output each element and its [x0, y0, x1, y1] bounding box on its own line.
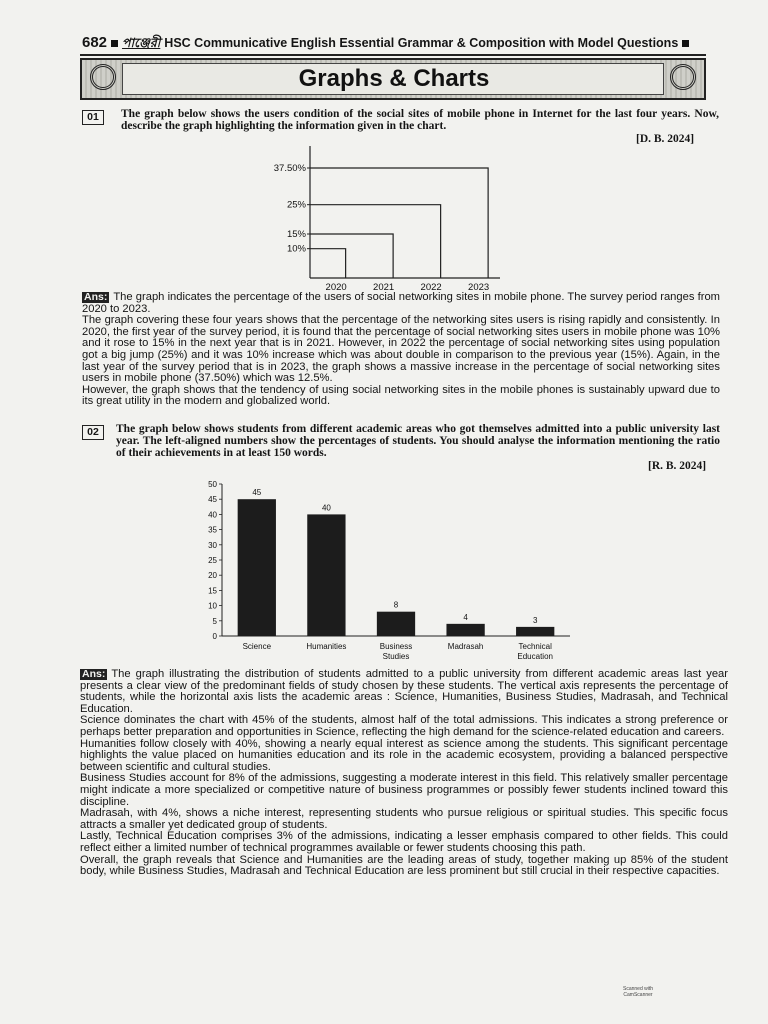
x-tick-label: 2023 — [468, 282, 490, 292]
question-2-source: [R. B. 2024] — [648, 460, 707, 472]
y-tick-label: 25 — [208, 556, 217, 565]
bar-technical-education — [516, 627, 554, 636]
x-tick-label: Technical — [518, 642, 552, 651]
y-tick-label: 20 — [208, 571, 217, 581]
y-tick-label: 25% — [286, 199, 306, 211]
square-bullet-icon — [682, 40, 689, 47]
banner-panel — [122, 63, 664, 95]
x-tick-label: Science — [242, 642, 272, 651]
scanner-watermark: Scanned with CamScanner — [622, 986, 654, 998]
y-tick-label: 37.50% — [273, 163, 306, 174]
y-tick-label: 0 — [212, 632, 217, 641]
step-bar-2021 — [310, 234, 393, 278]
bar-business-studies — [377, 612, 415, 636]
section-title: Graphs & Charts — [298, 65, 490, 92]
y-tick-label: 5 — [212, 616, 217, 626]
x-tick-label: 2020 — [325, 282, 347, 292]
answer-2-paragraph-1: Ans: The graph illustrating the distribution of students admitted to a public university from different academic areas last year presents a clear view of the predominant fields of study chosen by these students. The vertical axis represents the percentage of students, while the horizontal axis lists the academic areas : Science, Humanities, Business Studies, Madrasah, and Technical Education. — [80, 668, 728, 715]
answer-1-paragraph-1: Ans: The graph indicates the percentage of the users of social networking sites in mobile phone. The survey period ranges from 2020 to 2023. — [82, 291, 720, 315]
data-label: 8 — [393, 600, 399, 610]
chart-admissions — [190, 476, 590, 666]
bar-madrasah — [446, 624, 484, 636]
question-2-prompt: The graph below shows students from different academic areas who got themselves admitted into a public university last year. The left-aligned numbers show the percentages of students. You should analyse the information mentioning the ratio of their achievements in at least 150 words. — [116, 423, 720, 459]
y-tick-label: 15 — [208, 586, 217, 596]
ornament-right-icon — [670, 64, 696, 90]
header-rule — [80, 54, 706, 56]
x-tick-label: Studies — [382, 652, 410, 661]
step-bar-2020 — [310, 249, 346, 278]
question-number-2: 02 — [82, 425, 104, 440]
answer-2-paragraph-3: Humanities follow closely with 40%, showing a nearly equal interest as science among the students. This significant percentage highlights the value placed on humanities education and its role in the academic ecosystem, providing a balanced perspective between scientific and cultural studies. — [80, 737, 728, 773]
ornament-left-icon — [90, 64, 116, 90]
answer-1-paragraph-3: However, the graph shows that the tendency of using social networking sites in the mobile phones is sustainably upward due to its great utility in the modern and globalized world. — [82, 383, 720, 408]
x-tick-label: 2021 — [373, 282, 395, 292]
data-label: 4 — [463, 612, 468, 622]
data-label: 3 — [532, 615, 538, 625]
x-tick-label: Humanities — [306, 642, 347, 651]
x-tick-label: 2022 — [420, 282, 442, 292]
bar-science — [238, 499, 276, 636]
y-tick-label: 35 — [208, 525, 217, 535]
data-label: 45 — [252, 488, 262, 498]
y-tick-label: 10 — [208, 601, 217, 611]
answer-tag: Ans: — [84, 291, 108, 303]
y-tick-label: 10% — [286, 243, 306, 255]
step-bar-2022 — [310, 205, 441, 278]
answer-tag: Ans: — [82, 668, 106, 680]
answer-2-paragraph-7: Overall, the graph reveals that Science and Humanities are the leading areas of study, together making up 85% of the student body, while Business Studies, Madrasah and Technical Education are less prominent but still crucial in their respective capacities. — [80, 853, 728, 878]
y-tick-label: 40 — [208, 510, 217, 520]
question-1-prompt: The graph below shows the users condition of the social sites of mobile phone in Internet for the last four years. Now, describe the graph highlighting the information given in the chart. — [121, 108, 719, 132]
step-bar-2023 — [310, 168, 488, 278]
chart-social-users — [250, 140, 520, 292]
y-tick-label: 50 — [208, 480, 217, 489]
answer-2-paragraph-4: Business Studies account for 8% of the admissions, suggesting a moderate interest in this field. This relatively smaller percentage might indicate a more specialized or competitive nature of business programmes or possibly fewer students inclined toward this discipline. — [80, 772, 728, 808]
book-title: HSC Communicative English Essential Grammar & Composition with Model Questions — [164, 36, 679, 50]
data-label: 40 — [321, 503, 331, 513]
page-number: 682 — [82, 34, 108, 51]
y-tick-label: 30 — [208, 540, 217, 550]
question-number-1: 01 — [82, 110, 104, 125]
answer-2-paragraph-2: Science dominates the chart with 45% of the students, almost half of the total admissions. This indicates a strong preference or perhaps better preparation and opportunities in Science, reflecting the high demand for the science-related education and careers. — [80, 714, 728, 738]
answer-1 — [82, 292, 720, 408]
x-tick-label: Madrasah — [447, 642, 484, 651]
square-bullet-icon — [111, 40, 118, 47]
running-head — [82, 34, 702, 54]
section-banner — [80, 58, 706, 100]
x-tick-label: Business — [379, 642, 413, 651]
answer-2-paragraph-5: Madrasah, with 4%, shows a niche interest, representing students who pursue religious or spiritual studies. This specific focus attracts a smaller yet dedicated group of students. — [80, 807, 728, 831]
y-tick-label: 45 — [208, 495, 217, 505]
y-tick-label: 15% — [286, 229, 306, 240]
answer-1-paragraph-2: The graph covering these four years shows that the percentage of the networking sites users is rising rapidly and consistently. In 2020, the first year of the survey period, it is found that the percentage of social networking sites users in mobile phone was 10% and it rose to 15% in the next year that is in 2021. However, in 2022 the percentage of social networking sites using population got a big jump (25%) and it was 10% increase which was about double in comparison to the previous year (15%). Again, in the last year of the survey period that is in 2023, the graph shows a massive increase in the percentage of social networking sites users in mobile phone (37.50%) which was 12.5%. — [82, 314, 720, 385]
x-tick-label: Education — [517, 652, 553, 661]
publisher-brand: পাঞ্জেরী — [122, 36, 161, 50]
answer-2 — [80, 669, 728, 878]
bar-humanities — [307, 514, 345, 636]
question-1-source: [D. B. 2024] — [636, 133, 695, 145]
answer-2-paragraph-6: Lastly, Technical Education comprises 3% of the admissions, indicating a lesser emphasis compared to other fields. This could reflect either a limited number of technical programmes available or fewer students choosing this path. — [80, 830, 728, 854]
